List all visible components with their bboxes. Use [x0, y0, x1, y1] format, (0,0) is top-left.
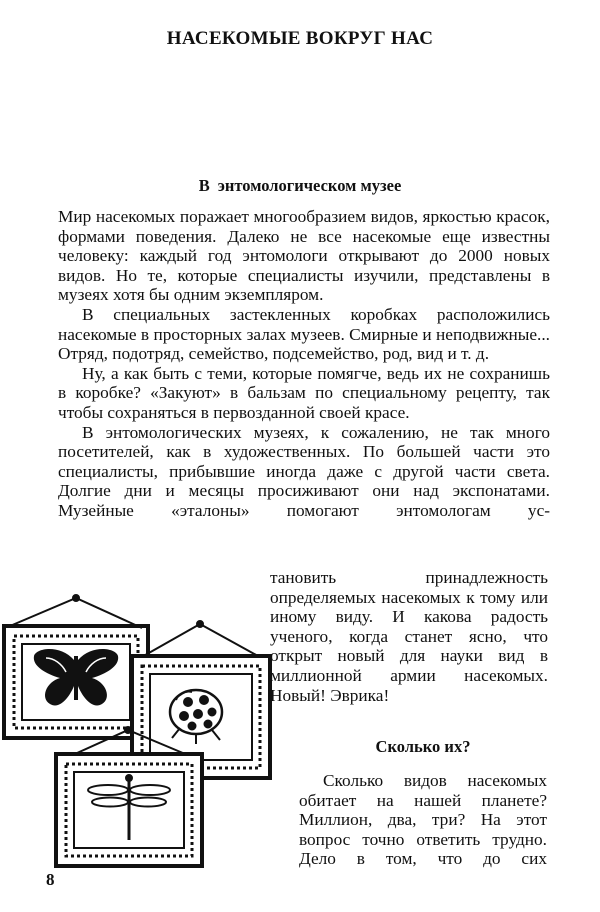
subheading-how-many: Сколько их?	[375, 737, 471, 756]
paragraph-3: Ну, а как быть с теми, которые помягче, ведь их не сохранишь в коробке? «Закуют» в бальзам по специальному рецепту, так чтобы сохраняться в первозданной своей красе.	[58, 363, 550, 422]
paragraph-1: Мир насекомых поражает многообразием видов, яркостью красок, формами поведения. Далеко не все насекомые еще известны человеку: каждый год энтомологи открывают до 2000 новых видов. Но те, которые специалисты изучили, представлены в музеях хотя бы одним экземпляром.	[58, 207, 550, 305]
section-title-preposition: В	[198, 176, 210, 195]
paragraph-2: В специальных застекленных коробках расположились насекомые в просторных залах музеев. Смирные и неподвижные... Отряд, подотряд, семейство, подсемейство, род, вид и т. д.	[58, 304, 550, 364]
page-number: 8	[46, 870, 55, 889]
framed-insects-illustration	[0, 594, 300, 899]
main-text-block	[58, 207, 550, 521]
paragraph-4: В энтомологических музеях, к сожалению, не так много посетителей, как в художественных. По большей части это специалисты, прибывшие иногда даже с другой части света. Долгие дни и месяцы просиживают они над экспонатами. Музейные «эталоны» помогают энтомологам ус-	[58, 422, 550, 520]
paragraph-4-continued: тановить принадлежность определяемых насекомых к тому или иному виду. И какова радость ученого, когда станет ясно, что открыт новый для науки вид в миллионной армии насекомых. Новый! Эврика!	[270, 568, 548, 705]
chapter-title: НАСЕКОМЫЕ ВОКРУГ НАС	[166, 28, 434, 49]
section-title-rest: энтомологическом музее	[217, 176, 402, 195]
wrap-text-block	[270, 568, 548, 705]
paragraph-5: Сколько видов насекомых обитает на нашей планете? Миллион, два, три? На этот вопрос точно ответить трудно. Дело в том, что до сих	[299, 771, 547, 869]
wrap-text-block-2	[299, 771, 547, 869]
section-title	[0, 176, 600, 196]
